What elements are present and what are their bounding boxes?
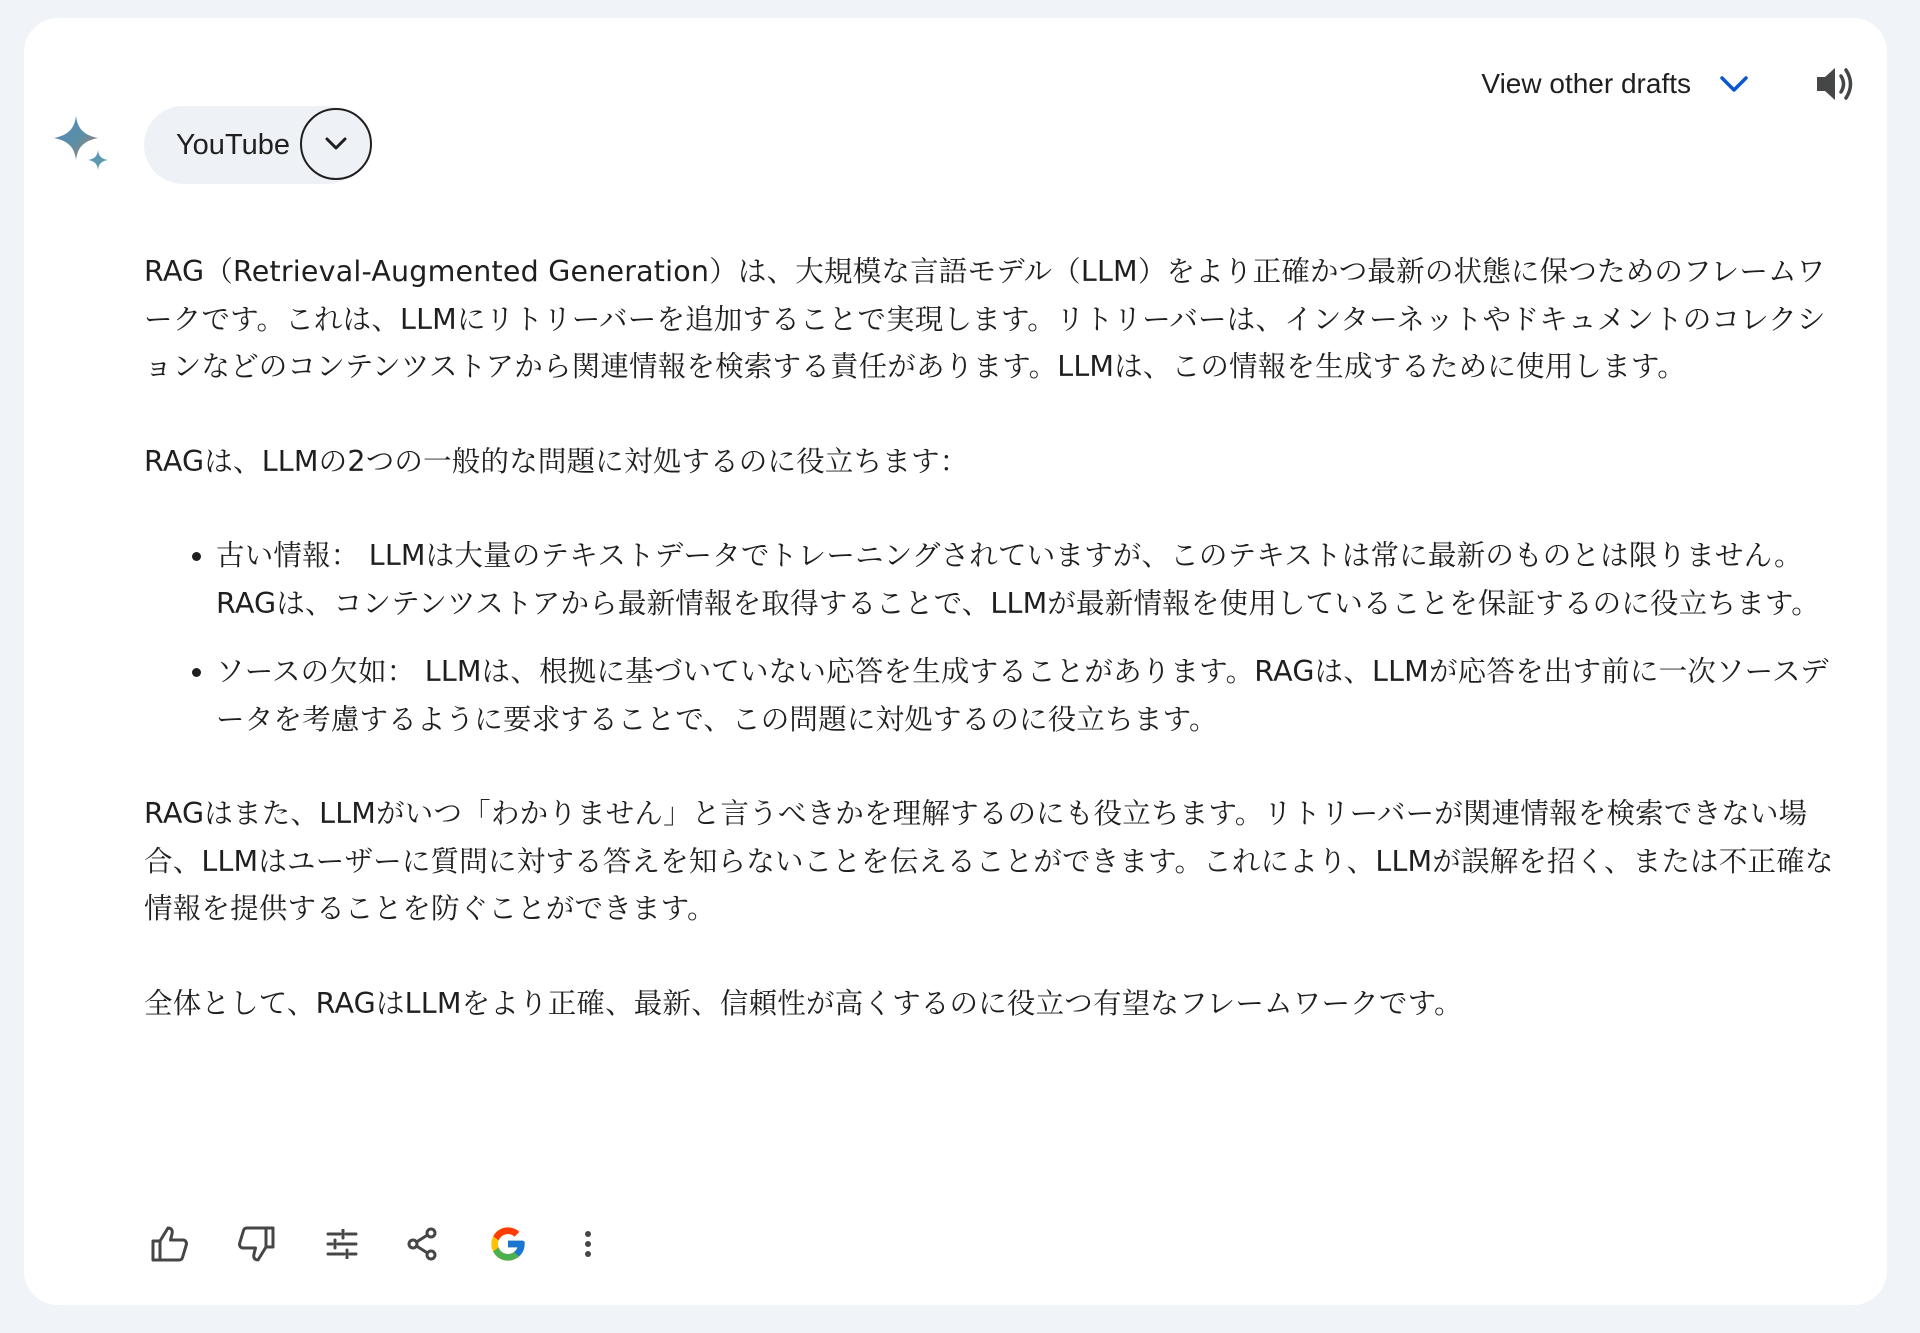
more-vert-icon[interactable] (562, 1218, 614, 1270)
response-body (144, 248, 1844, 1074)
google-icon[interactable] (482, 1218, 534, 1270)
youtube-source-chip[interactable] (144, 106, 366, 184)
top-actions (1469, 62, 1857, 106)
response-card (24, 18, 1887, 1305)
response-actions (144, 1218, 614, 1270)
list-item: • ソースの欠如： LLMは、根拠に基づいていない応答を生成することがあります。RAGは、LLMが応答を出す前に一次ソースデータを考慮するように要求することで、この問題に対処するのに役立ちます。 (216, 648, 1844, 743)
list-item: • 古い情報： LLMは大量のテキストデータでトレーニングされていますが、このテキストは常に最新のものとは限りません。RAGは、コンテンツストアから最新情報を取得することで、LLMが最新情報を使用していることを保証するのに役立ちます。 (216, 532, 1844, 627)
speaker-icon[interactable] (1815, 64, 1857, 104)
view-other-drafts-label: View other drafts (1481, 68, 1691, 99)
share-icon[interactable] (396, 1218, 448, 1270)
thumb-up-icon[interactable] (144, 1218, 196, 1270)
response-lead: RAGは、LLMの2つの一般的な問題に対処するのに役立ちます： (144, 444, 969, 478)
response-paragraph: RAGはまた、LLMがいつ「わかりません」と言うべきかを理解するのにも役立ちます。リトリーバーが関連情報を検索できない場合、LLMはユーザーに質問に対する答えを知らないことを伝えることができます。これにより、LLMが誤解を招く、または不正確な情報を提供することを防ぐことができます。 (144, 797, 1834, 925)
chevron-down-icon (1719, 74, 1749, 94)
view-other-drafts-button[interactable] (1469, 62, 1761, 106)
gemini-sparkle-icon (54, 116, 114, 180)
tune-icon[interactable] (316, 1218, 368, 1270)
thumb-down-icon[interactable] (230, 1218, 282, 1270)
chevron-down-icon[interactable] (300, 108, 372, 180)
source-chip-label: YouTube (176, 128, 290, 161)
response-conclusion: 全体として、RAGはLLMをより正確、最新、信頼性が高くするのに役立つ有望なフレームワークです。 (144, 986, 1463, 1020)
response-bullet-list (144, 532, 1844, 743)
response-intro: RAG（Retrieval-Augmented Generation）は、大規模な言語モデル（LLM）をより正確かつ最新の状態に保つためのフレームワークです。これは、LLMにリトリーバーを追加することで実現します。リトリーバーは、インターネットやドキュメントのコレクションなどのコンテンツストアから関連情報を検索する責任があります。LLMは、この情報を生成するために使用します。 (144, 255, 1826, 383)
